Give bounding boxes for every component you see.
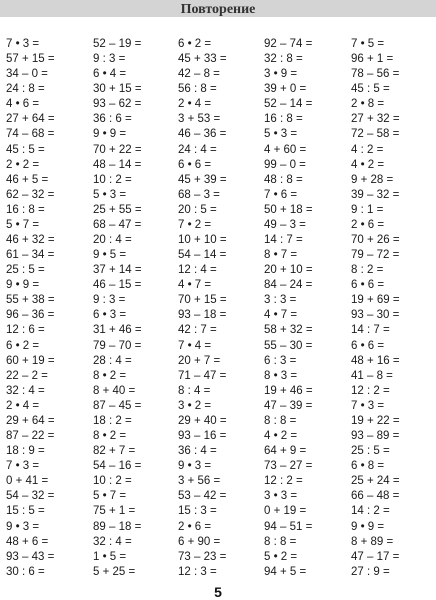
exercise-item: 29 + 40 = [178, 414, 227, 427]
exercise-item: 9 : 3 = [93, 53, 126, 66]
exercise-item: 16 : 8 = [6, 203, 45, 216]
exercise-item: 60 + 19 = [6, 354, 55, 367]
exercise-item: 92 – 74 = [264, 38, 313, 50]
exercise-item: 24 : 8 = [6, 83, 45, 96]
exercise-item: 14 : 7 = [264, 234, 303, 247]
exercise-item: 74 – 68 = [6, 128, 55, 141]
exercise-item: 39 + 0 = [264, 83, 307, 96]
exercise-item: 29 + 64 = [6, 414, 55, 427]
exercise-item: 39 – 32 = [351, 188, 400, 201]
exercise-item: 9 • 3 = [6, 520, 40, 533]
exercise-item: 72 – 58 = [351, 128, 400, 141]
exercise-item: 6 • 2 = [6, 339, 40, 352]
exercise-item: 46 – 36 = [178, 128, 227, 141]
exercise-item: 48 + 16 = [351, 354, 400, 367]
exercise-item: 25 : 5 = [351, 445, 390, 458]
exercise-item: 36 : 4 = [178, 445, 217, 458]
exercise-item: 8 : 2 = [351, 264, 384, 277]
exercise-item: 96 – 36 = [6, 309, 55, 322]
exercise-item: 3 : 3 = [264, 294, 297, 307]
exercise-item: 6 + 90 = [178, 535, 221, 548]
exercise-item: 6 • 6 = [351, 339, 385, 352]
exercise-item: 47 – 17 = [351, 550, 400, 563]
exercise-item: 20 : 5 = [178, 203, 217, 216]
exercise-item: 6 • 6 = [351, 279, 385, 292]
exercise-item: 8 : 8 = [264, 414, 297, 427]
exercise-item: 19 + 69 = [351, 294, 400, 307]
exercise-item: 9 • 9 = [93, 128, 127, 141]
exercise-item: 52 – 14 = [264, 98, 313, 111]
exercise-item: 6 • 3 = [93, 309, 127, 322]
exercise-item: 10 : 2 = [93, 173, 132, 186]
exercise-item: 0 + 41 = [6, 475, 49, 488]
exercise-item: 45 + 33 = [178, 53, 227, 66]
page-number: 5 [214, 584, 222, 600]
exercise-item: 5 • 3 = [264, 128, 298, 141]
exercise-item: 2 • 6 = [351, 218, 385, 231]
exercise-item: 9 • 3 = [178, 460, 212, 473]
exercise-item: 9 : 3 = [93, 294, 126, 307]
exercise-item: 87 – 45 = [93, 399, 142, 412]
exercise-item: 16 : 8 = [264, 113, 303, 126]
exercise-item: 46 – 15 = [93, 279, 142, 292]
exercise-item: 9 + 28 = [351, 173, 394, 186]
exercise-item: 3 • 2 = [178, 399, 212, 412]
exercise-item: 15 : 5 = [6, 505, 45, 518]
exercise-item: 58 + 32 = [264, 324, 313, 337]
exercise-item: 55 + 38 = [6, 294, 55, 307]
exercise-item: 18 : 9 = [6, 445, 45, 458]
exercise-item: 55 – 30 = [264, 339, 313, 352]
exercise-item: 8 : 8 = [264, 535, 297, 548]
exercise-item: 12 : 2 = [264, 475, 303, 488]
exercise-item: 89 – 18 = [93, 520, 142, 533]
exercise-item: 94 – 51 = [264, 520, 313, 533]
exercise-item: 64 + 9 = [264, 445, 307, 458]
exercise-item: 68 – 3 = [178, 188, 220, 201]
exercise-item: 6 • 2 = [178, 38, 212, 50]
exercise-item: 52 – 19 = [93, 38, 142, 50]
exercise-item: 66 – 48 = [351, 490, 400, 503]
exercise-item: 94 + 5 = [264, 565, 307, 578]
exercise-item: 10 + 10 = [178, 234, 227, 247]
exercise-item: 46 + 5 = [6, 173, 49, 186]
exercise-item: 93 – 62 = [93, 98, 142, 111]
exercise-item: 32 : 8 = [264, 53, 303, 66]
exercise-item: 7 • 6 = [264, 188, 298, 201]
exercise-item: 49 – 3 = [264, 218, 306, 231]
exercise-item: 25 + 55 = [93, 203, 142, 216]
exercise-item: 28 : 4 = [93, 354, 132, 367]
exercise-item: 10 : 2 = [93, 475, 132, 488]
exercise-column-2 [93, 37, 142, 580]
exercise-item: 7 • 3 = [6, 460, 40, 473]
exercise-item: 56 : 8 = [178, 83, 217, 96]
exercise-item: 15 : 3 = [178, 505, 217, 518]
exercise-item: 14 : 2 = [351, 505, 390, 518]
exercise-item: 70 + 26 = [351, 234, 400, 247]
exercise-item: 4 : 2 = [351, 143, 384, 156]
exercise-item: 54 – 16 = [93, 460, 142, 473]
exercise-item: 46 + 32 = [6, 234, 55, 247]
exercise-column-1 [6, 37, 55, 580]
exercise-item: 70 + 15 = [178, 294, 227, 307]
exercise-item: 42 – 8 = [178, 68, 220, 81]
exercise-item: 20 + 7 = [178, 354, 221, 367]
exercise-item: 4 • 7 = [178, 279, 212, 292]
exercise-item: 71 – 47 = [178, 369, 227, 382]
exercise-item: 7 • 3 = [6, 38, 40, 50]
exercise-item: 96 + 1 = [351, 53, 394, 66]
exercise-item: 54 – 32 = [6, 490, 55, 503]
exercise-item: 31 + 46 = [93, 324, 142, 337]
exercise-item: 50 + 18 = [264, 203, 313, 216]
exercise-item: 12 : 3 = [178, 565, 217, 578]
exercise-item: 82 + 7 = [93, 445, 136, 458]
exercise-item: 5 + 25 = [93, 565, 136, 578]
exercise-column-5 [351, 37, 400, 580]
exercise-item: 3 + 56 = [178, 475, 221, 488]
exercise-item: 75 + 1 = [93, 505, 136, 518]
exercise-item: 8 • 2 = [93, 369, 127, 382]
exercise-item: 7 • 5 = [351, 38, 385, 50]
exercise-item: 99 – 0 = [264, 158, 306, 171]
exercise-item: 18 : 2 = [93, 414, 132, 427]
exercise-item: 6 • 8 = [351, 460, 385, 473]
exercise-item: 2 • 6 = [178, 520, 212, 533]
exercise-item: 2 • 4 = [6, 399, 40, 412]
exercise-item: 70 + 22 = [93, 143, 142, 156]
exercise-item: 48 + 6 = [6, 535, 49, 548]
exercise-item: 8 • 3 = [264, 369, 298, 382]
exercise-item: 30 + 15 = [93, 83, 142, 96]
exercise-item: 30 : 6 = [6, 565, 45, 578]
exercise-item: 93 – 30 = [351, 309, 400, 322]
exercise-item: 2 • 4 = [178, 98, 212, 111]
exercise-item: 57 + 15 = [6, 53, 55, 66]
exercise-item: 12 : 6 = [6, 324, 45, 337]
exercise-item: 93 – 43 = [6, 550, 55, 563]
exercise-item: 3 + 53 = [178, 113, 221, 126]
exercise-item: 4 + 60 = [264, 143, 307, 156]
exercise-item: 73 – 23 = [178, 550, 227, 563]
exercise-item: 54 – 14 = [178, 249, 227, 262]
exercise-item: 73 – 27 = [264, 460, 313, 473]
exercise-item: 27 + 32 = [351, 113, 400, 126]
exercise-item: 0 + 19 = [264, 505, 307, 518]
exercise-item: 7 • 4 = [178, 339, 212, 352]
exercise-item: 4 • 2 = [264, 430, 298, 443]
exercise-item: 45 : 5 = [6, 143, 45, 156]
section-header-bar [0, 0, 436, 17]
exercise-item: 4 • 7 = [264, 309, 298, 322]
exercise-item: 32 : 4 = [6, 384, 45, 397]
exercise-item: 93 – 18 = [178, 309, 227, 322]
exercise-item: 8 • 7 = [264, 249, 298, 262]
exercise-item: 8 + 40 = [93, 384, 136, 397]
exercise-item: 2 • 8 = [351, 98, 385, 111]
exercise-item: 27 + 64 = [6, 113, 55, 126]
exercise-item: 9 • 9 = [351, 520, 385, 533]
exercise-item: 14 : 7 = [351, 324, 390, 337]
exercise-item: 2 • 2 = [6, 158, 40, 171]
exercise-item: 1 • 5 = [93, 550, 127, 563]
exercise-item: 68 – 47 = [93, 218, 142, 231]
exercise-item: 61 – 34 = [6, 249, 55, 262]
exercise-item: 12 : 4 = [178, 264, 217, 277]
exercise-item: 3 • 9 = [264, 68, 298, 81]
exercise-item: 36 : 6 = [93, 113, 132, 126]
exercise-item: 45 + 39 = [178, 173, 227, 186]
exercise-item: 79 – 70 = [93, 339, 142, 352]
exercise-item: 19 + 22 = [351, 414, 400, 427]
exercise-item: 9 • 9 = [6, 279, 40, 292]
exercise-item: 9 : 1 = [351, 203, 384, 216]
exercise-item: 7 • 3 = [351, 399, 385, 412]
exercise-item: 20 : 4 = [93, 234, 132, 247]
exercise-item: 84 – 24 = [264, 279, 313, 292]
exercise-item: 25 + 24 = [351, 475, 400, 488]
exercise-item: 5 • 3 = [93, 188, 127, 201]
exercise-item: 6 : 3 = [264, 354, 297, 367]
exercise-item: 48 : 8 = [264, 173, 303, 186]
exercise-item: 7 • 2 = [178, 218, 212, 231]
exercise-item: 41 – 8 = [351, 369, 393, 382]
exercise-item: 62 – 32 = [6, 188, 55, 201]
exercise-item: 6 • 4 = [93, 68, 127, 81]
exercise-item: 37 + 14 = [93, 264, 142, 277]
exercise-item: 5 • 7 = [93, 490, 127, 503]
exercise-item: 5 • 7 = [6, 218, 40, 231]
exercise-item: 24 : 4 = [178, 143, 217, 156]
exercise-item: 34 – 0 = [6, 68, 48, 81]
exercise-item: 8 : 4 = [178, 384, 211, 397]
exercise-item: 8 + 89 = [351, 535, 394, 548]
exercise-column-3 [178, 37, 227, 580]
exercise-item: 9 • 5 = [93, 249, 127, 262]
section-title: Повторение [180, 2, 256, 17]
exercise-item: 93 – 16 = [178, 430, 227, 443]
exercise-item: 79 – 72 = [351, 249, 400, 262]
exercise-item: 27 : 9 = [351, 565, 390, 578]
exercise-column-4 [264, 37, 313, 580]
exercise-item: 48 – 14 = [93, 158, 142, 171]
exercise-item: 4 • 2 = [351, 158, 385, 171]
exercise-item: 53 – 42 = [178, 490, 227, 503]
exercise-item: 3 • 3 = [264, 490, 298, 503]
exercise-item: 19 + 46 = [264, 384, 313, 397]
exercise-item: 12 : 2 = [351, 384, 390, 397]
exercise-item: 78 – 56 = [351, 68, 400, 81]
exercise-item: 32 : 4 = [93, 535, 132, 548]
exercise-item: 47 – 39 = [264, 399, 313, 412]
exercise-item: 6 • 6 = [178, 158, 212, 171]
exercise-item: 4 • 6 = [6, 98, 40, 111]
exercise-item: 93 – 89 = [351, 430, 400, 443]
exercise-item: 25 : 5 = [6, 264, 45, 277]
exercise-item: 22 – 2 = [6, 369, 48, 382]
exercise-item: 45 : 5 = [351, 83, 390, 96]
exercise-item: 87 – 22 = [6, 430, 55, 443]
exercise-item: 42 : 7 = [178, 324, 217, 337]
exercise-item: 8 • 2 = [93, 430, 127, 443]
exercise-item: 5 • 2 = [264, 550, 298, 563]
exercise-item: 20 + 10 = [264, 264, 313, 277]
